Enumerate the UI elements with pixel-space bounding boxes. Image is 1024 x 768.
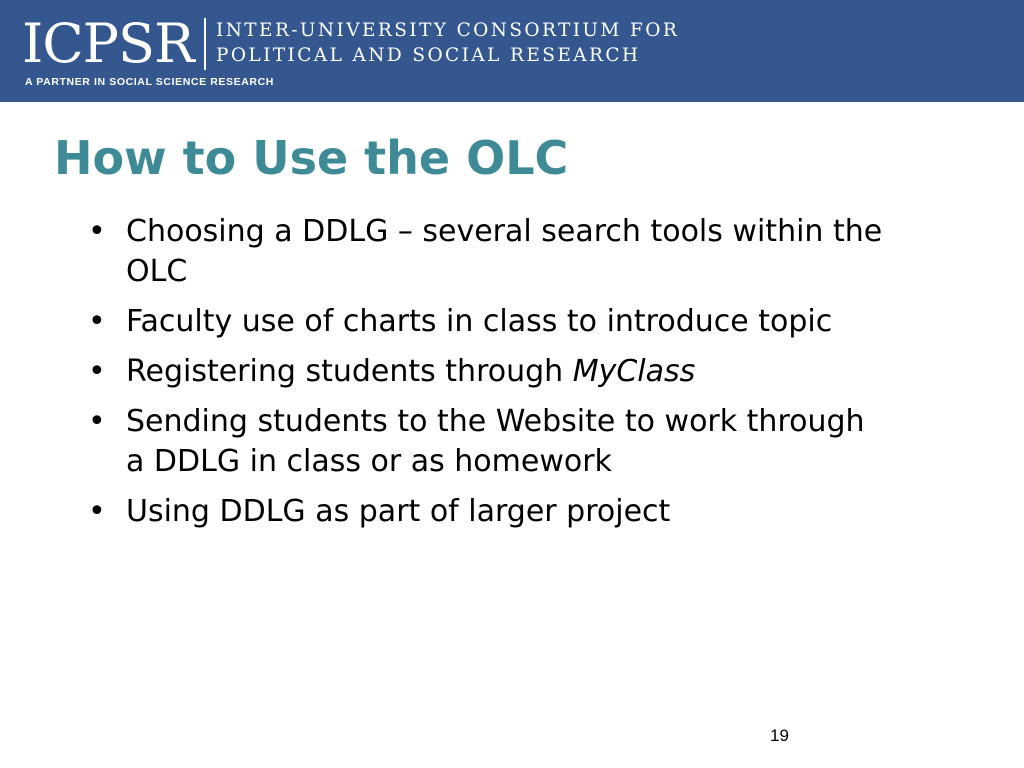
bullet-text: Using DDLG as part of larger project	[126, 494, 671, 529]
bullet-text: Registering students through	[126, 354, 573, 389]
organization-name	[216, 18, 679, 68]
organization-name-line-1: INTER-UNIVERSITY CONSORTIUM FOR	[216, 20, 680, 41]
page-number: 19	[770, 726, 789, 745]
bullet-list	[88, 212, 888, 542]
organization-name-line-2: POLITICAL AND SOCIAL RESEARCH	[216, 45, 641, 66]
bullet-item-5	[88, 492, 888, 532]
bullet-text: Sending students to the Website to work through a DDLG in class or as homework	[126, 404, 865, 479]
bullet-item-4	[88, 402, 888, 482]
bullet-text: Choosing a DDLG – several search tools within the OLC	[126, 214, 883, 289]
bullet-item-1	[88, 212, 888, 292]
tagline: A PARTNER IN SOCIAL SCIENCE RESEARCH	[25, 76, 274, 88]
bullet-item-2	[88, 302, 888, 342]
header-banner	[0, 0, 1024, 102]
bullet-text-emphasis: MyClass	[572, 354, 696, 389]
bullet-text: Faculty use of charts in class to introduce topic	[126, 304, 833, 339]
icpsr-logo: ICPSR	[22, 12, 194, 75]
bullet-dot-icon: •	[88, 214, 106, 249]
bullet-dot-icon: •	[88, 494, 106, 529]
bullet-item-3	[88, 352, 888, 392]
bullet-dot-icon: •	[88, 354, 106, 389]
logo-divider	[204, 18, 206, 70]
slide-title: How to Use the OLC	[54, 131, 569, 185]
bullet-dot-icon: •	[88, 404, 106, 439]
bullet-dot-icon: •	[88, 304, 106, 339]
